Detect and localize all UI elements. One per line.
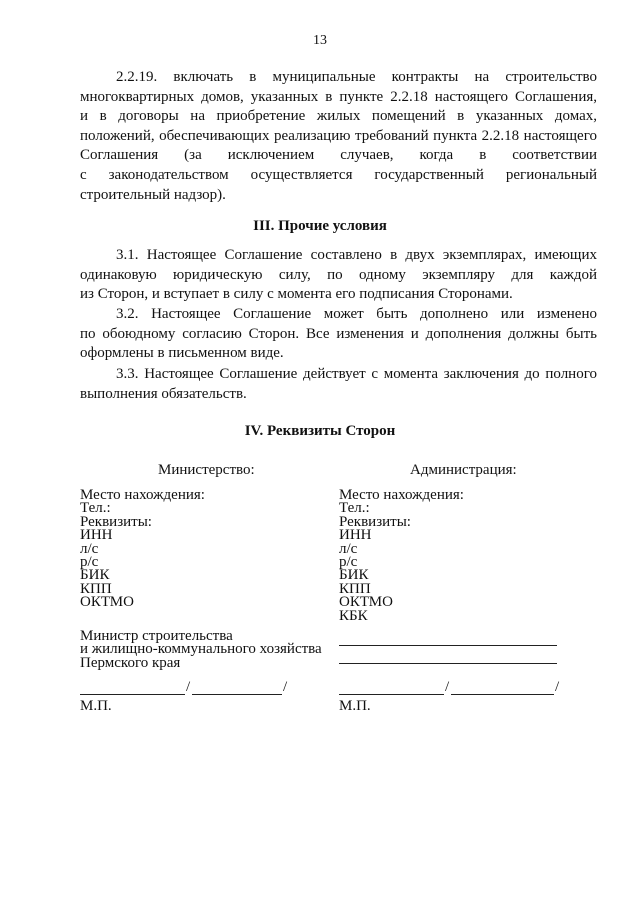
text-line: из Сторон, и вступает в силу с момента его подписания Сторонами. (80, 286, 513, 303)
administration-seal: М.П. (339, 698, 371, 714)
text-line: 3.2. Настоящее Соглашение может быть дополнено или изменено (116, 306, 597, 322)
text-line: 2.2.19. включать в муниципальные контракты на строительство (116, 69, 597, 85)
requisite-field: Место нахождения: (80, 487, 205, 503)
ministry-name-line (192, 694, 282, 695)
signatory-line: Пермского края (80, 654, 181, 671)
administration-slash-1: / (445, 679, 450, 695)
administration-slash-2: / (555, 679, 560, 695)
paragraph-3-1 (80, 246, 597, 305)
paragraph-2-2-19 (80, 68, 597, 205)
requisite-field: Реквизиты: (80, 513, 152, 530)
ministry-slash-1: / (186, 679, 191, 695)
requisite-field: л/с (339, 540, 358, 557)
ministry-seal: М.П. (80, 698, 112, 714)
requisite-field: Тел.: (80, 500, 111, 517)
requisite-field: ИНН (80, 527, 113, 544)
requisite-field: ОКТМО (80, 594, 134, 611)
administration-signatory-line-2 (339, 663, 557, 664)
text-line: выполнения обязательств. (80, 385, 247, 402)
administration-signatory-line-1 (339, 645, 557, 646)
text-line: многоквартирных домов, указанных в пункте 2.2.18 настоящего Соглашения, (80, 88, 597, 105)
requisite-field: р/с (339, 554, 358, 571)
requisite-field: БИК (339, 567, 369, 584)
text-line: с законодательством осуществляется государственный региональный (80, 166, 597, 183)
requisite-field: Реквизиты: (339, 513, 411, 530)
text-line: строительный надзор). (80, 186, 226, 203)
text-line: одинаковую юридическую силу, по одному экземпляру для каждой (80, 266, 597, 283)
requisite-field: ИНН (339, 527, 372, 544)
signatory-line: Министр строительства (80, 628, 233, 644)
ministry-signature-line (80, 694, 185, 695)
administration-heading: Администрация: (410, 462, 517, 478)
requisite-field: БИК (80, 567, 110, 584)
requisite-field: р/с (80, 554, 99, 571)
text-line: Соглашения (за исключением случаев, когда в соответствии (80, 147, 597, 164)
administration-fields (339, 489, 464, 623)
requisite-field: КПП (80, 580, 112, 597)
ministry-fields (80, 489, 205, 610)
text-line: по обоюдному согласию Сторон. Все изменения и дополнения должны быть (80, 325, 597, 342)
requisite-field: ОКТМО (339, 594, 393, 611)
paragraph-3-2 (80, 305, 597, 364)
paragraph-3-3 (80, 365, 597, 404)
section-4-title: IV. Реквизиты Сторон (244, 423, 396, 439)
text-line: 3.3. Настоящее Соглашение действует с момента заключения до полного (116, 366, 597, 382)
requisite-field: КПП (339, 580, 371, 597)
page-number: 13 (313, 33, 327, 48)
administration-signature-line (339, 694, 444, 695)
requisite-field: Тел.: (339, 500, 370, 517)
ministry-heading: Министерство: (158, 462, 255, 478)
ministry-signatory (80, 630, 322, 670)
requisite-field: л/с (80, 540, 99, 557)
administration-name-line (451, 694, 554, 695)
requisite-field: Место нахождения: (339, 487, 464, 503)
requisite-field: КБК (339, 607, 368, 624)
text-line: и в договоры на приобретение жилых помещений в указанных домах, (80, 108, 597, 125)
text-line: положений, обеспечивающих реализацию требований пункта 2.2.18 настоящего (80, 127, 597, 144)
text-line: оформлены в письменном виде. (80, 345, 284, 362)
section-3-title: III. Прочие условия (253, 218, 387, 234)
ministry-slash-2: / (283, 679, 288, 695)
signatory-line: и жилищно-коммунального хозяйства (80, 641, 322, 658)
text-line: 3.1. Настоящее Соглашение составлено в двух экземплярах, имеющих (116, 247, 597, 263)
